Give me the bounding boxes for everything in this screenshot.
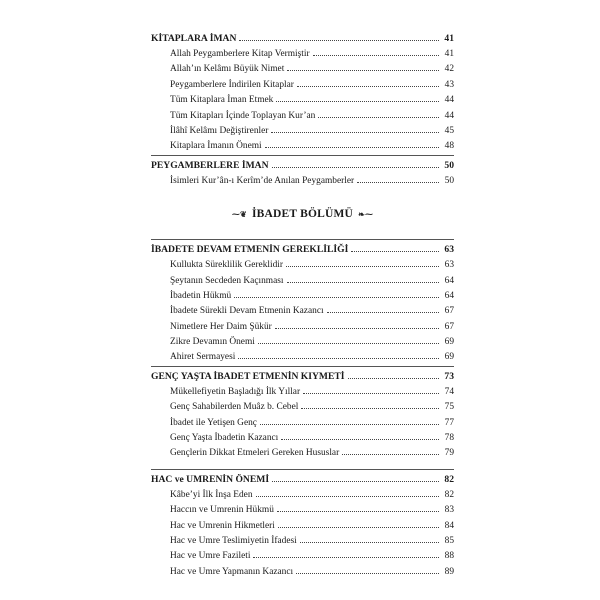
page-number: 64 [444, 290, 454, 301]
page-number: 64 [444, 275, 454, 286]
entry-label: Gençlerin Dikkat Etmeleri Gereken Hususlar [170, 448, 340, 459]
page-number: 69 [444, 337, 454, 348]
part-divider [151, 189, 454, 239]
entry-label: Kâbe’yi İlk İnşa Eden [170, 489, 253, 500]
page-number: 41 [444, 49, 454, 59]
page-number: 85 [444, 535, 454, 546]
page-number: 50 [444, 175, 454, 186]
entry-label: Hac ve Umre Teslimiyetin İfadesi [170, 535, 297, 546]
entry-label: Tüm Kitapları İçinde Toplayan Kur’an [170, 110, 316, 121]
page-number: 82 [444, 489, 454, 500]
entry-label: Peygamberlere İndirilen Kitaplar [170, 79, 294, 90]
entry-label: İbadete Sürekli Devam Etmenin Kazancı [170, 306, 324, 317]
section-heading [151, 30, 454, 47]
page-number: 67 [444, 306, 454, 317]
table-of-contents [151, 29, 454, 580]
spacer [151, 462, 454, 469]
list-item [151, 258, 454, 273]
ornament-right-icon: ❧⁓ [358, 210, 374, 220]
dot-leader [348, 378, 439, 379]
page-number: 74 [444, 386, 454, 397]
section-heading [151, 157, 454, 174]
dot-leader [234, 297, 439, 298]
page-number: 84 [444, 520, 454, 531]
part-title: İBADET BÖLÜMÜ [251, 208, 354, 221]
heading-label: GENÇ YAŞTA İBADET ETMENİN KIYMETİ [151, 370, 345, 382]
list-item [151, 93, 454, 108]
list-item [151, 174, 454, 189]
dot-leader [271, 132, 439, 133]
entry-label: Hac ve Umre Fazileti [170, 551, 251, 562]
dot-leader [272, 167, 439, 168]
entry-label: İlâhî Kelâmı Değiştirenler [170, 125, 269, 136]
dot-leader [357, 182, 439, 183]
entry-label: Hac ve Umre Yapmanın Kazancı [170, 566, 294, 577]
dot-leader [239, 40, 439, 41]
heading-label: HAC ve UMRENİN ÖNEMİ [151, 473, 270, 485]
section-heading [151, 241, 454, 258]
entry-label: Genç Sahabilerden Muâz b. Cebel [170, 402, 299, 413]
list-item [151, 320, 454, 335]
dot-leader [303, 393, 439, 394]
dot-leader [253, 557, 439, 558]
entry-label: İsimleri Kur’ân-ı Kerîm’de Anılan Peygamberler [170, 175, 355, 186]
dot-leader [327, 312, 439, 313]
dot-leader [296, 573, 439, 574]
page-number: 75 [444, 402, 454, 413]
section-genc-yasta-ibadet [151, 366, 454, 462]
page-number: 83 [444, 505, 454, 516]
page-number: 73 [444, 370, 454, 382]
entry-label: Kullukta Süreklilik Gereklidir [170, 260, 283, 271]
section-ibadete-devam [151, 239, 454, 366]
page-number: 41 [444, 33, 454, 44]
heading-label: İBADETE DEVAM ETMENİN GEREKLİLİĞİ [151, 244, 349, 256]
page-number: 50 [444, 159, 454, 171]
list-item [151, 488, 454, 503]
entry-label: Hac ve Umrenin Hikmetleri [170, 520, 275, 531]
page-number: 78 [444, 433, 454, 444]
dot-leader [238, 358, 439, 359]
list-item [151, 62, 454, 77]
list-item [151, 47, 454, 62]
entry-label: Tüm Kitaplara İman Etmek [170, 95, 274, 106]
list-item [151, 400, 454, 415]
dot-leader [300, 542, 439, 543]
list-item [151, 446, 454, 461]
entry-label: Kitaplara İmanın Önemi [170, 141, 262, 152]
page-number: 67 [444, 321, 454, 332]
dot-leader [281, 439, 439, 440]
page-number: 45 [444, 125, 454, 136]
entry-label: Allah’ın Kelâmı Büyük Nimet [170, 64, 285, 75]
page-number: 42 [444, 64, 454, 75]
dot-leader [278, 527, 439, 528]
list-item [151, 335, 454, 350]
entry-label: Allah Peygamberlere Kitap Vermiştir [170, 49, 310, 59]
entry-label: Şeytanın Secdeden Kaçınması [170, 275, 284, 286]
entry-label: Nimetlere Her Daim Şükür [170, 321, 272, 332]
list-item [151, 139, 454, 154]
dot-leader [260, 424, 439, 425]
list-item [151, 350, 454, 365]
page-number: 63 [444, 244, 454, 256]
dot-leader [318, 117, 439, 118]
heading-label: PEYGAMBERLERE İMAN [151, 159, 269, 171]
list-item [151, 109, 454, 124]
entry-label: İbadet ile Yetişen Genç [170, 417, 257, 428]
entry-label: Zikre Devamın Önemi [170, 337, 255, 348]
list-item [151, 519, 454, 534]
dot-leader [272, 481, 439, 482]
dot-leader [277, 511, 439, 512]
section-heading [151, 368, 454, 385]
entry-label: Mükellefiyetin Başladığı İlk Yıllar [170, 386, 301, 397]
page-number: 88 [444, 551, 454, 562]
page-number: 79 [444, 448, 454, 459]
section-peygamberlere-iman [151, 155, 454, 189]
ornament-left-icon: ⁓❦ [231, 210, 247, 220]
list-item [151, 416, 454, 431]
list-item [151, 274, 454, 289]
list-item [151, 503, 454, 518]
page-number: 69 [444, 352, 454, 363]
dot-leader [351, 251, 439, 252]
page-number: 89 [444, 566, 454, 577]
list-item [151, 289, 454, 304]
page-number: 82 [444, 473, 454, 485]
entry-label: Genç Yaşta İbadetin Kazancı [170, 433, 279, 444]
page-number: 43 [444, 79, 454, 90]
dot-leader [287, 70, 439, 71]
list-item [151, 78, 454, 93]
dot-leader [275, 328, 439, 329]
heading-label: KİTAPLARA İMAN [151, 33, 237, 44]
list-item [151, 385, 454, 400]
section-kitaplara-iman [151, 29, 454, 155]
list-item [151, 549, 454, 564]
page-number: 77 [444, 417, 454, 428]
dot-leader [265, 147, 439, 148]
entry-label: İbadetin Hükmü [170, 290, 232, 301]
page-number: 44 [444, 95, 454, 106]
dot-leader [258, 343, 439, 344]
dot-leader [287, 282, 439, 283]
list-item [151, 534, 454, 549]
list-item [151, 304, 454, 319]
list-item [151, 124, 454, 139]
dot-leader [297, 86, 439, 87]
entry-label: Haccın ve Umrenin Hükmü [170, 505, 274, 516]
dot-leader [301, 408, 439, 409]
page-number: 48 [444, 141, 454, 152]
section-hac-umre [151, 469, 454, 580]
dot-leader [313, 55, 439, 56]
dot-leader [342, 454, 439, 455]
entry-label: Ahiret Sermayesi [170, 352, 236, 363]
dot-leader [276, 101, 439, 102]
list-item [151, 565, 454, 580]
page-number: 63 [444, 260, 454, 271]
page-number: 44 [444, 110, 454, 121]
dot-leader [286, 266, 439, 267]
dot-leader [256, 496, 439, 497]
list-item [151, 431, 454, 446]
section-heading [151, 471, 454, 488]
